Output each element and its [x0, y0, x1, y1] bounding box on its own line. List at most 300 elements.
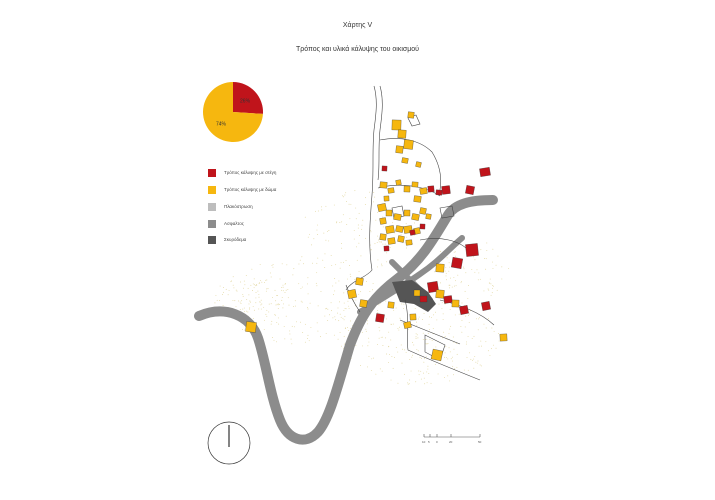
vegetation-dot — [382, 265, 383, 266]
vegetation-dot — [254, 284, 255, 285]
vegetation-dot — [354, 190, 355, 191]
vegetation-dot — [336, 222, 337, 223]
map-title: Τρόπος και υλικά κάλυψης του οικισμού — [296, 46, 419, 53]
building-terrace — [347, 289, 356, 298]
vegetation-dot — [474, 336, 475, 337]
vegetation-dot — [399, 327, 400, 328]
vegetation-dot — [249, 309, 250, 310]
vegetation-dot — [404, 349, 405, 350]
vegetation-dot — [447, 358, 448, 359]
vegetation-dot — [322, 260, 323, 261]
vegetation-dot — [412, 355, 413, 356]
vegetation-dot — [282, 297, 283, 298]
vegetation-dot — [283, 287, 284, 288]
vegetation-dot — [350, 328, 351, 329]
vegetation-dot — [362, 332, 363, 333]
vegetation-dot — [334, 335, 335, 336]
legend-label: Σκυρόδεμα — [224, 237, 247, 242]
building-terrace — [410, 314, 416, 320]
vegetation-dot — [280, 279, 281, 280]
vegetation-dot — [479, 346, 480, 347]
vegetation-dot — [492, 262, 493, 263]
vegetation-dot — [350, 276, 351, 277]
vegetation-dot — [439, 304, 440, 305]
vegetation-dot — [446, 275, 447, 276]
vegetation-dot — [346, 260, 347, 261]
vegetation-dot — [312, 263, 313, 264]
vegetation-dot — [358, 228, 359, 229]
vegetation-dot — [447, 257, 448, 258]
vegetation-dot — [432, 340, 433, 341]
legend-swatch-paving — [208, 203, 216, 211]
vegetation-dot — [301, 301, 302, 302]
vegetation-dot — [469, 352, 470, 353]
vegetation-dot — [452, 357, 453, 358]
vegetation-dot — [373, 201, 374, 202]
vegetation-dot — [385, 337, 386, 338]
vegetation-dot — [266, 288, 267, 289]
building-terrace — [388, 238, 396, 245]
vegetation-dot — [233, 287, 234, 288]
vegetation-dot — [271, 303, 272, 304]
vegetation-dot — [491, 295, 492, 296]
vegetation-dot — [465, 291, 466, 292]
vegetation-dot — [386, 252, 387, 253]
legend-swatch-terrace — [208, 186, 216, 194]
vegetation-dot — [377, 310, 378, 311]
vegetation-dot — [275, 300, 276, 301]
vegetation-dot — [455, 256, 456, 257]
vegetation-dot — [295, 300, 296, 301]
vegetation-dot — [474, 259, 475, 260]
vegetation-dot — [443, 313, 444, 314]
vegetation-dot — [453, 374, 454, 375]
vegetation-dot — [355, 283, 356, 284]
vegetation-dot — [248, 288, 249, 289]
vegetation-dot — [449, 329, 450, 330]
vegetation-dot — [331, 310, 332, 311]
vegetation-dot — [413, 345, 414, 346]
vegetation-dot — [354, 239, 355, 240]
vegetation-dot — [282, 307, 283, 308]
vegetation-dot — [496, 265, 497, 266]
vegetation-dot — [362, 225, 363, 226]
vegetation-dot — [325, 240, 326, 241]
vegetation-dot — [261, 304, 262, 305]
vegetation-dot — [271, 321, 272, 322]
vegetation-dot — [340, 231, 341, 232]
vegetation-dot — [392, 222, 393, 223]
vegetation-dot — [343, 310, 344, 311]
vegetation-dot — [283, 290, 284, 291]
vegetation-dot — [289, 334, 290, 335]
vegetation-dot — [488, 289, 489, 290]
building-terrace — [403, 321, 411, 328]
building-roof — [479, 167, 490, 176]
vegetation-dot — [254, 287, 255, 288]
vegetation-dot — [344, 336, 345, 337]
vegetation-dot — [452, 366, 453, 367]
building-terrace — [395, 225, 403, 232]
vegetation-dot — [475, 362, 476, 363]
vegetation-dot — [229, 290, 230, 291]
vegetation-dot — [346, 308, 347, 309]
vegetation-dot — [355, 300, 356, 301]
vegetation-dot — [409, 383, 410, 384]
vegetation-dot — [377, 312, 378, 313]
vegetation-dot — [349, 204, 350, 205]
vegetation-dot — [266, 280, 267, 281]
building-terrace — [360, 300, 368, 308]
vegetation-dot — [445, 352, 446, 353]
building-terrace — [386, 210, 392, 216]
vegetation-dot — [375, 374, 376, 375]
vegetation-dot — [369, 291, 370, 292]
legend-label: Ασφαλτος — [224, 221, 244, 226]
vegetation-dot — [365, 197, 366, 198]
vegetation-dot — [450, 326, 451, 327]
vegetation-dot — [401, 345, 402, 346]
vegetation-dot — [375, 243, 376, 244]
vegetation-dot — [416, 333, 417, 334]
vegetation-dot — [382, 345, 383, 346]
vegetation-dot — [278, 304, 279, 305]
building-roof — [459, 305, 468, 314]
vegetation-dot — [347, 279, 348, 280]
vegetation-dot — [255, 285, 256, 286]
vegetation-dot — [427, 366, 428, 367]
vegetation-dot — [471, 269, 472, 270]
vegetation-dot — [345, 308, 346, 309]
vegetation-dot — [480, 249, 481, 250]
vegetation-dot — [371, 358, 372, 359]
vegetation-dot — [301, 256, 302, 257]
vegetation-dot — [310, 303, 311, 304]
vegetation-dot — [344, 319, 345, 320]
vegetation-dot — [491, 328, 492, 329]
vegetation-dot — [253, 306, 254, 307]
vegetation-dot — [414, 235, 415, 236]
vegetation-dot — [360, 291, 361, 292]
vegetation-dot — [388, 362, 389, 363]
vegetation-dot — [345, 327, 346, 328]
vegetation-dot — [473, 368, 474, 369]
vegetation-dot — [281, 287, 282, 288]
vegetation-dot — [348, 306, 349, 307]
vegetation-dot — [332, 286, 333, 287]
vegetation-dot — [367, 366, 368, 367]
vegetation-dot — [456, 343, 457, 344]
vegetation-dot — [264, 320, 265, 321]
vegetation-dot — [476, 318, 477, 319]
vegetation-dot — [417, 337, 418, 338]
vegetation-dot — [371, 231, 372, 232]
vegetation-dot — [474, 356, 475, 357]
vegetation-dot — [423, 362, 424, 363]
building-terrace — [436, 264, 445, 273]
legend-swatch-roof — [208, 169, 216, 177]
vegetation-dot — [350, 204, 351, 205]
scale-tick-label: 10 — [422, 440, 426, 444]
vegetation-dot — [467, 357, 468, 358]
vegetation-dot — [303, 263, 304, 264]
vegetation-dot — [233, 285, 234, 286]
vegetation-dot — [381, 241, 382, 242]
building-terrace — [404, 186, 410, 192]
vegetation-dot — [350, 321, 351, 322]
vegetation-dot — [485, 269, 486, 270]
vegetation-dot — [383, 226, 384, 227]
map-number: Χάρτης V — [342, 22, 373, 29]
vegetation-dot — [308, 237, 309, 238]
vegetation-dot — [247, 312, 248, 313]
vegetation-dot — [434, 271, 435, 272]
vegetation-dot — [327, 320, 328, 321]
vegetation-dot — [397, 328, 398, 329]
legend-swatch-asphalt — [208, 220, 216, 228]
legend-swatch-concrete — [208, 236, 216, 244]
vegetation-dot — [343, 214, 344, 215]
vegetation-dot — [430, 339, 431, 340]
vegetation-dot — [419, 374, 420, 375]
vegetation-dot — [424, 313, 425, 314]
vegetation-dot — [355, 208, 356, 209]
building-terrace — [404, 210, 410, 216]
vegetation-dot — [382, 217, 383, 218]
vegetation-dot — [270, 273, 271, 274]
vegetation-dot — [335, 319, 336, 320]
vegetation-dot — [277, 304, 278, 305]
vegetation-dot — [368, 338, 369, 339]
vegetation-dot — [308, 293, 309, 294]
vegetation-dot — [486, 243, 487, 244]
vegetation-dot — [284, 338, 285, 339]
vegetation-dot — [300, 288, 301, 289]
vegetation-dot — [420, 357, 421, 358]
vegetation-dot — [315, 211, 316, 212]
vegetation-dot — [291, 339, 292, 340]
vegetation-dot — [406, 223, 407, 224]
vegetation-dot — [244, 281, 245, 282]
vegetation-dot — [298, 264, 299, 265]
vegetation-dot — [424, 358, 425, 359]
vegetation-dot — [419, 317, 420, 318]
vegetation-dot — [488, 350, 489, 351]
vegetation-dot — [357, 260, 358, 261]
vegetation-dot — [261, 282, 262, 283]
vegetation-dot — [232, 300, 233, 301]
legend-label: Τρόπος κάλυψης με στέγη — [224, 170, 277, 175]
vegetation-dot — [258, 294, 259, 295]
vegetation-dot — [328, 230, 329, 231]
vegetation-dot — [347, 301, 348, 302]
vegetation-dot — [473, 256, 474, 257]
vegetation-dot — [331, 265, 332, 266]
vegetation-dot — [418, 319, 419, 320]
vegetation-dot — [418, 350, 419, 351]
vegetation-dot — [361, 229, 362, 230]
vegetation-dot — [378, 240, 379, 241]
vegetation-dot — [365, 329, 366, 330]
vegetation-dot — [447, 375, 448, 376]
building-terrace — [398, 236, 405, 243]
vegetation-dot — [365, 238, 366, 239]
scale-bar — [422, 434, 482, 444]
building-terrace — [414, 196, 422, 203]
vegetation-dot — [459, 314, 460, 315]
vegetation-dot — [451, 358, 452, 359]
vegetation-dot — [344, 303, 345, 304]
vegetation-dot — [283, 303, 284, 304]
building-roof — [481, 301, 490, 310]
vegetation-dot — [269, 304, 270, 305]
vegetation-dot — [271, 324, 272, 325]
vegetation-dot — [369, 192, 370, 193]
vegetation-dot — [276, 341, 277, 342]
vegetation-dot — [340, 314, 341, 315]
pie-chart — [203, 82, 263, 142]
building-terrace — [380, 182, 387, 189]
vegetation-dot — [240, 282, 241, 283]
vegetation-dot — [310, 327, 311, 328]
vegetation-dot — [249, 304, 250, 305]
vegetation-dot — [415, 381, 416, 382]
vegetation-dot — [261, 309, 262, 310]
vegetation-dot — [265, 280, 266, 281]
vegetation-dot — [286, 290, 287, 291]
legend-label: Τρόπος κάλυψης με δώμα — [224, 187, 277, 192]
vegetation-dot — [289, 330, 290, 331]
vegetation-dot — [349, 218, 350, 219]
vegetation-dot — [265, 314, 266, 315]
vegetation-dot — [497, 256, 498, 257]
vegetation-dot — [341, 262, 342, 263]
vegetation-dot — [444, 377, 445, 378]
vegetation-dot — [386, 261, 387, 262]
vegetation-dot — [220, 286, 221, 287]
vegetation-dot — [255, 302, 256, 303]
vegetation-dot — [390, 247, 391, 248]
vegetation-dot — [339, 301, 340, 302]
vegetation-dot — [499, 341, 500, 342]
vegetation-dot — [417, 334, 418, 335]
vegetation-dot — [346, 201, 347, 202]
vegetation-dot — [321, 209, 322, 210]
vegetation-dot — [288, 297, 289, 298]
vegetation-dot — [287, 289, 288, 290]
vegetation-dot — [381, 337, 382, 338]
vegetation-dot — [331, 255, 332, 256]
vegetation-dot — [478, 318, 479, 319]
vegetation-dot — [272, 265, 273, 266]
vegetation-dot — [292, 274, 293, 275]
building-terrace — [380, 218, 387, 225]
vegetation-dot — [450, 351, 451, 352]
building-terrace — [396, 146, 404, 154]
vegetation-dot — [449, 380, 450, 381]
vegetation-dot — [316, 283, 317, 284]
vegetation-dot — [264, 329, 265, 330]
vegetation-dot — [429, 316, 430, 317]
vegetation-dot — [431, 383, 432, 384]
vegetation-dot — [365, 204, 366, 205]
vegetation-dot — [445, 336, 446, 337]
vegetation-dot — [462, 320, 463, 321]
vegetation-dot — [309, 340, 310, 341]
vegetation-dot — [394, 357, 395, 358]
building-roof — [382, 166, 387, 171]
vegetation-dot — [268, 288, 269, 289]
scale-tick-label: 50 — [478, 440, 482, 444]
vegetation-dot — [427, 369, 428, 370]
vegetation-dot — [371, 249, 372, 250]
vegetation-dot — [490, 279, 491, 280]
vegetation-dot — [341, 346, 342, 347]
vegetation-dot — [298, 283, 299, 284]
vegetation-dot — [307, 338, 308, 339]
vegetation-dot — [281, 290, 282, 291]
vegetation-dot — [446, 357, 447, 358]
scale-tick-label: 5 — [428, 440, 430, 444]
building-terrace — [388, 188, 395, 194]
vegetation-dot — [474, 272, 475, 273]
building-roof — [428, 186, 435, 193]
vegetation-dot — [416, 338, 417, 339]
vegetation-dot — [461, 281, 462, 282]
building-terrace — [388, 302, 395, 309]
vegetation-dot — [464, 370, 465, 371]
vegetation-dot — [407, 382, 408, 383]
vegetation-dot — [367, 323, 368, 324]
vegetation-dot — [465, 316, 466, 317]
vegetation-dot — [393, 324, 394, 325]
vegetation-dot — [326, 333, 327, 334]
vegetation-dot — [444, 357, 445, 358]
vegetation-dot — [435, 364, 436, 365]
vegetation-dot — [316, 285, 317, 286]
building-terrace — [408, 112, 415, 119]
vegetation-dot — [358, 243, 359, 244]
vegetation-dot — [236, 290, 237, 291]
vegetation-dot — [263, 307, 264, 308]
vegetation-dot — [302, 287, 303, 288]
vegetation-dot — [409, 380, 410, 381]
vegetation-dot — [339, 222, 340, 223]
vegetation-dot — [243, 296, 244, 297]
vegetation-dot — [349, 265, 350, 266]
vegetation-dot — [252, 290, 253, 291]
vegetation-dot — [283, 285, 284, 286]
vegetation-dot — [465, 272, 466, 273]
vegetation-dot — [486, 250, 487, 251]
vegetation-dot — [445, 267, 446, 268]
vegetation-dot — [254, 310, 255, 311]
building-terrace — [411, 213, 419, 220]
building-terrace — [436, 290, 445, 299]
vegetation-dot — [379, 330, 380, 331]
vegetation-dot — [356, 246, 357, 247]
vegetation-dot — [472, 338, 473, 339]
vegetation-dot — [321, 206, 322, 207]
vegetation-dot — [494, 331, 495, 332]
vegetation-dot — [373, 358, 374, 359]
vegetation-dot — [465, 327, 466, 328]
vegetation-dot — [285, 292, 286, 293]
vegetation-dot — [393, 310, 394, 311]
vegetation-dot — [460, 326, 461, 327]
building-terrace — [380, 234, 387, 241]
vegetation-dot — [248, 294, 249, 295]
